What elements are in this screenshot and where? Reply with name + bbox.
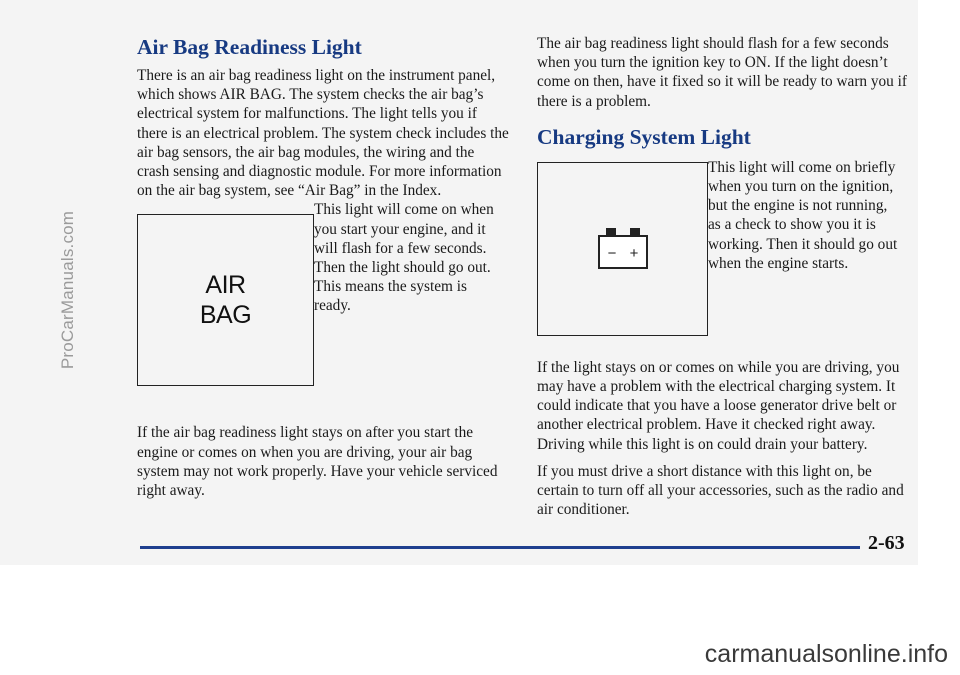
footer-rule [140,546,860,549]
charging-accessories-paragraph: If you must drive a short distance with this light on, be certain to turn off all your accessories, such as the radio and air conditioner. [537,462,904,519]
air-bag-lamp-line1: AIR [205,271,246,300]
air-bag-warning: If the air bag readiness light stays on after you start the engine or comes on when you are driving, your air bag system may not work properly. Have your vehicle serviced right away. [137,424,498,500]
side-watermark [57,190,79,390]
battery-icon [597,227,649,271]
battery-minus-sign: − [607,244,616,262]
charging-heading: Charging System Light [537,124,751,149]
air-bag-flash-note: The air bag readiness light should flash for a few seconds when you turn the ignition key to ON. If the light doesn’t come on then, have it fixed so it will be ready to warn you if there is a problem. [537,35,908,110]
battery-plus-sign: + [629,244,638,262]
charging-figure-caption: This light will come on briefly when you turn on the ignition, but the engine is not running, as a check to show you it is working. Then it should go out when the engine starts. [708,158,898,272]
battery-terminal-right [630,228,640,236]
site-footer-brand: carmanualsonline.info [704,640,948,668]
charging-figure-row [537,158,909,336]
air-bag-figure-row [137,200,509,386]
air-bag-heading: Air Bag Readiness Light [137,35,362,59]
left-column [137,34,509,500]
side-watermark-text: ProCarManuals.com [58,210,77,370]
charging-problem-paragraph: If the light stays on or comes on while you are driving, you may have a problem with the electrical charging system. It could indicate that you have a loose generator drive belt or another electrical problem. Have it checked right away. Driving while this light is on could drain your battery. [537,358,900,453]
air-bag-intro: There is an air bag readiness light on the instrument panel, which shows AIR BAG. The system checks the air bag’s electrical system for malfunctions. The light tells you if there is an electrical problem. The system check includes the air bag sensors, the air bag modules, the wiring and the crash sensing and diagnostic module. For more information on the air bag system, see “Air Bag” in the Index. [137,67,509,200]
air-bag-figure-caption: This light will come on when you start your engine, and it will flash for a few seconds. Then the light should go out. This means the system is ready. [314,201,494,315]
air-bag-lamp-line2: BAG [199,301,252,330]
battery-body [599,236,647,268]
right-column [537,34,909,519]
page-number: 2-63 [868,532,905,554]
air-bag-lamp-label [200,270,251,330]
battery-terminal-left [606,228,616,236]
charging-light-figure [537,162,708,336]
air-bag-light-figure [137,214,314,386]
